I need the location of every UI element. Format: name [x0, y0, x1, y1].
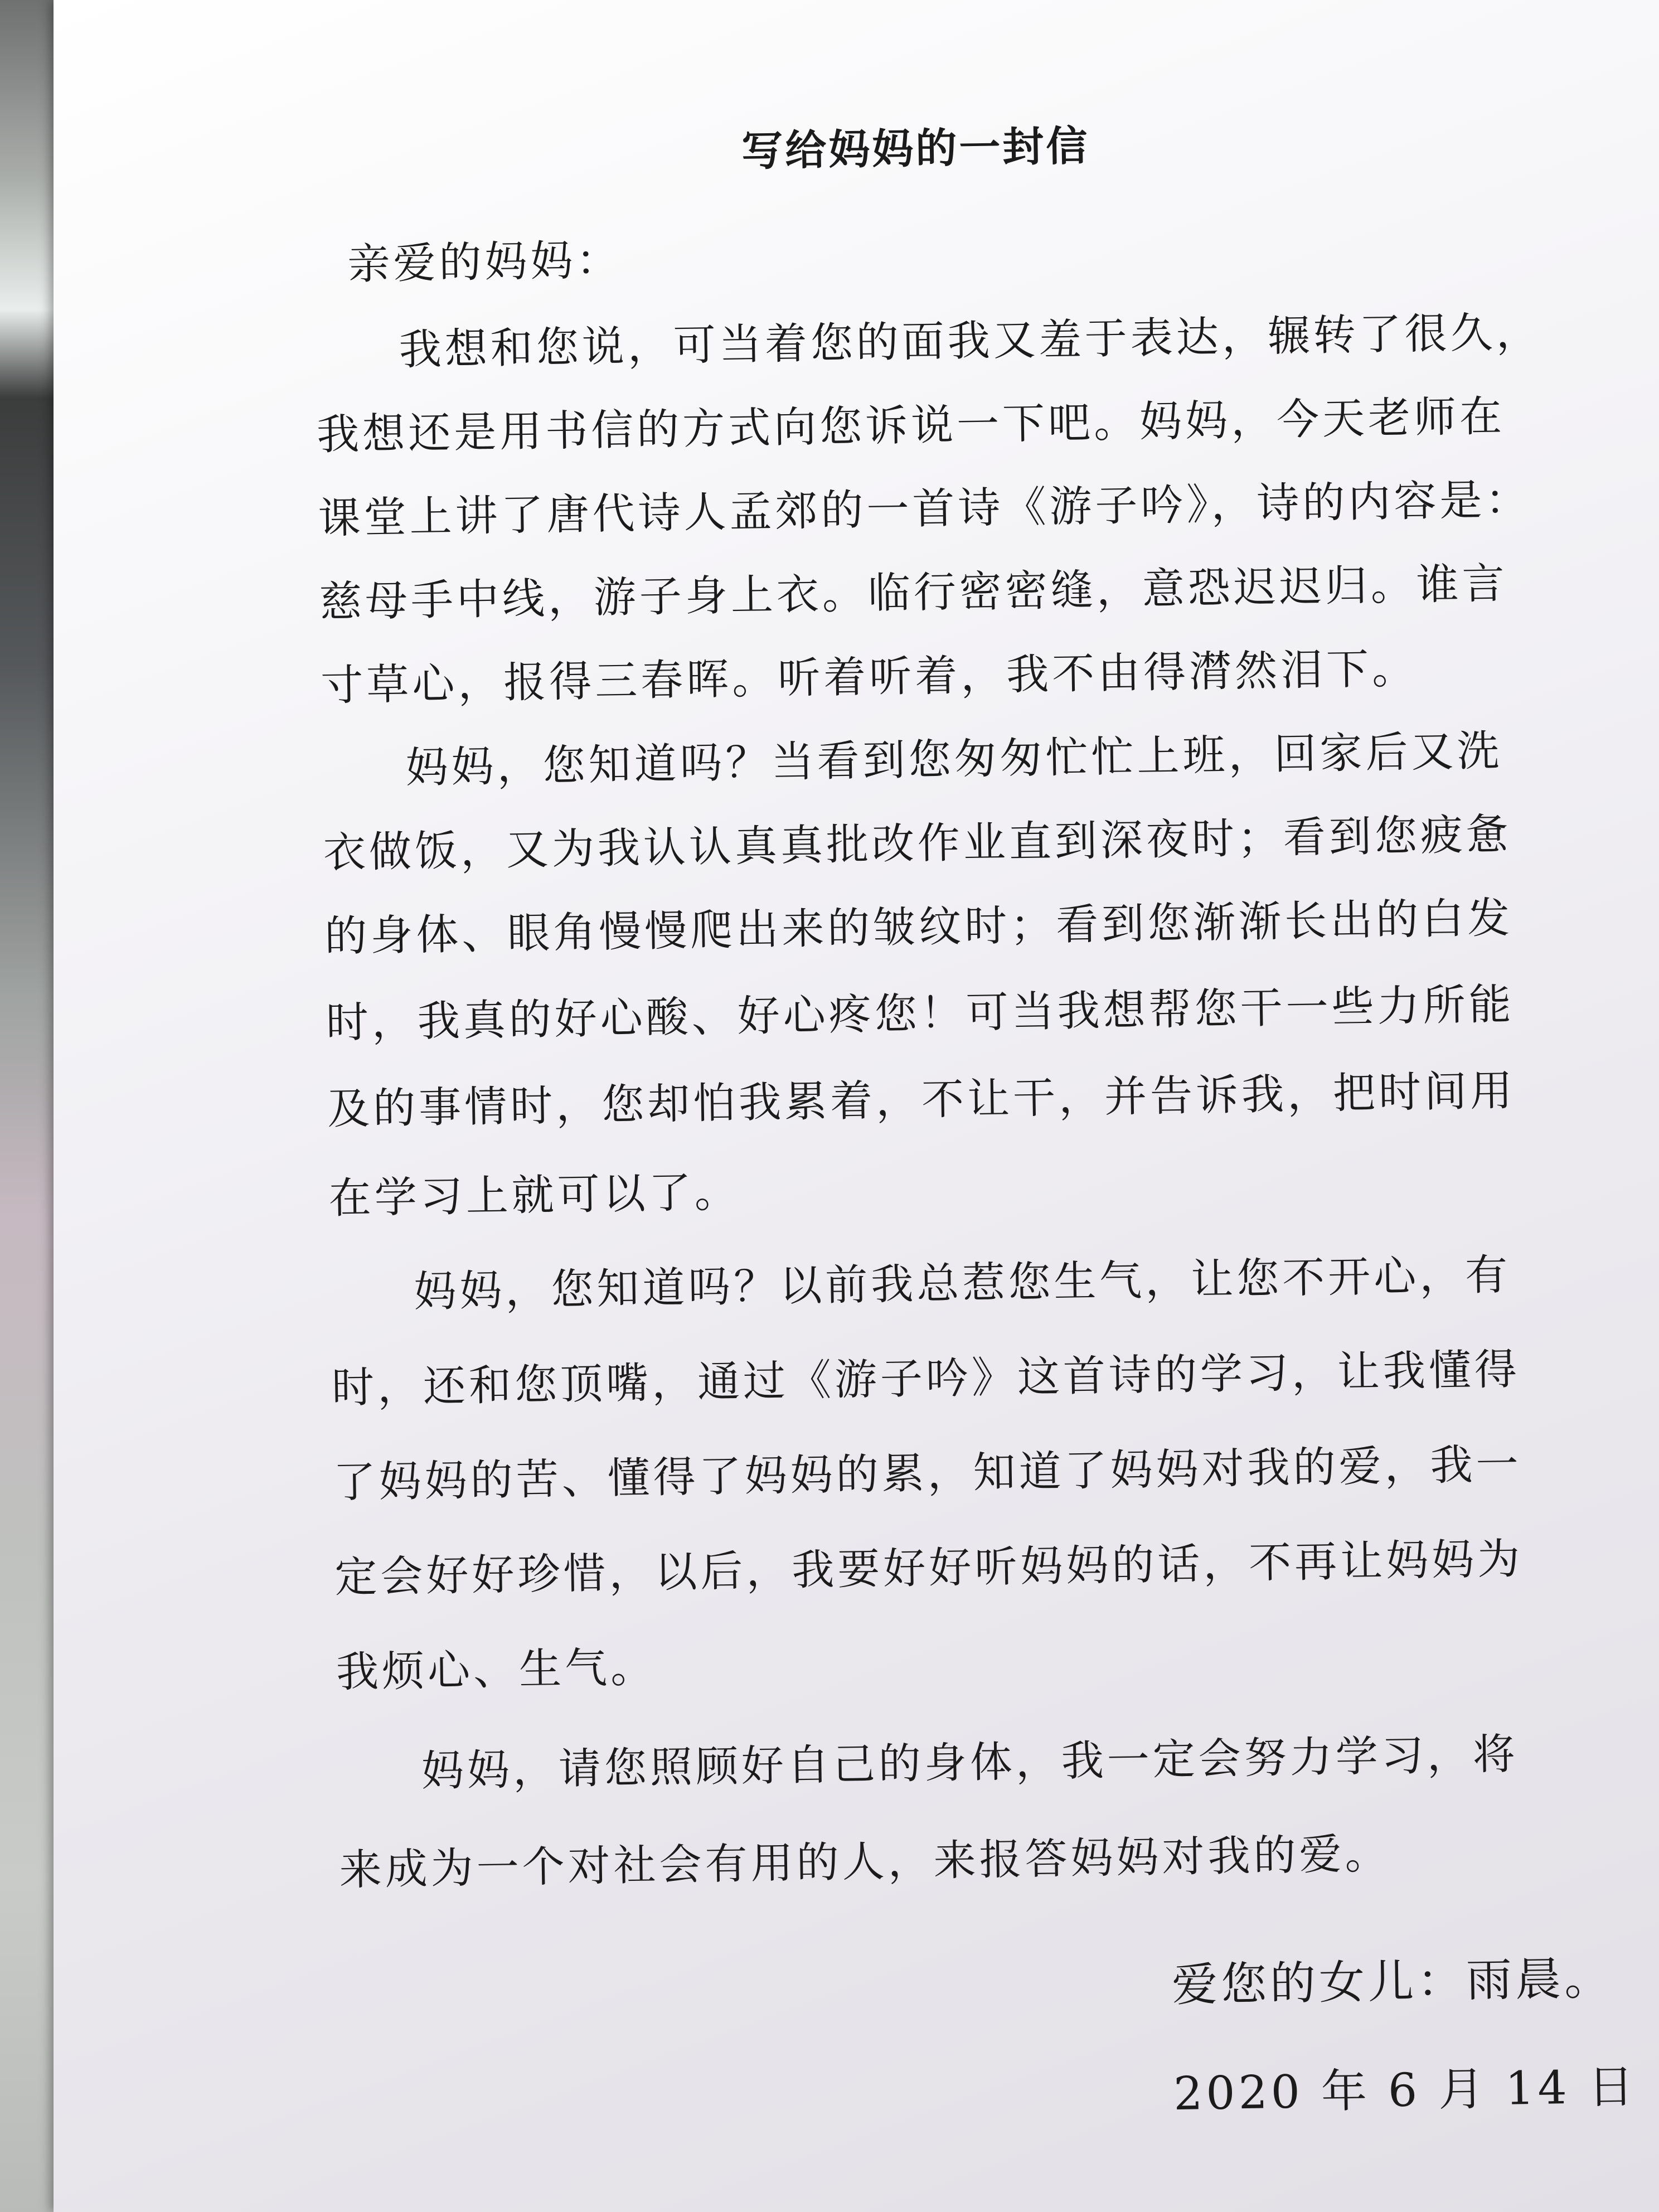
letter-line: 及的事情时，您却怕我累着，不让干，并告诉我，把时间用 [327, 1065, 1516, 1134]
letter-line: 衣做饭，又为我认认真真批改作业直到深夜时；看到您疲惫 [323, 809, 1512, 877]
letter-line: 妈妈，您知道吗？当看到您匆匆忙忙上班，回家后又洗 [405, 725, 1503, 793]
letter-line: 寸草心，报得三春晖。听着听着，我不由得潸然泪下。 [320, 643, 1418, 710]
letter-line: 我烦心、生气。 [336, 1642, 657, 1697]
letter-title: 写给妈妈的一封信 [741, 122, 1090, 176]
letter-line: 在学习上就可以了。 [328, 1167, 741, 1223]
letter-line: 慈母手中线，游子身上衣。临行密密缝，意恐迟迟归。谁言 [319, 558, 1508, 627]
letter-line: 我想和您说，可当着您的面我又羞于表达，辗转了很久， [399, 307, 1542, 375]
letter-line: 时，还和您顶嘴，通过《游子吟》这首诗的学习，让我懂得 [331, 1344, 1521, 1413]
letter-line: 了妈妈的苦、懂得了妈妈的累，知道了妈妈对我的爱，我一 [333, 1439, 1522, 1507]
letter-date: 2020 年 6 月 14 日 [1173, 2060, 1638, 2121]
letter-line: 来成为一个对社会有用的人，来报答妈妈对我的爱。 [338, 1828, 1391, 1895]
signature: 爱您的女儿：雨晨。 [1171, 1952, 1614, 2012]
letter-line: 课堂上讲了唐代诗人孟郊的一首诗《游子吟》，诗的内容是： [317, 474, 1532, 543]
letter-line: 定会好好珍惜，以后，我要好好听妈妈的话，不再让妈妈为 [334, 1534, 1524, 1602]
letter-line: 我想还是用书信的方式向您诉说一下吧。妈妈，今天老师在 [316, 391, 1506, 459]
salutation: 亲爱的妈妈： [347, 235, 623, 289]
letter-line: 的身体、眼角慢慢爬出来的皱纹时；看到您渐渐长出的白发 [324, 892, 1514, 961]
letter-line: 时，我真的好心酸、好心疼您！可当我想帮您干一些力所能 [326, 979, 1515, 1047]
letter-paper [54, 0, 1659, 2212]
letter-line: 妈妈，您知道吗？以前我总惹您生气，让您不开心，有 [413, 1249, 1511, 1317]
letter-line: 妈妈，请您照顾好自己的身体，我一定会努力学习，将 [421, 1729, 1519, 1796]
